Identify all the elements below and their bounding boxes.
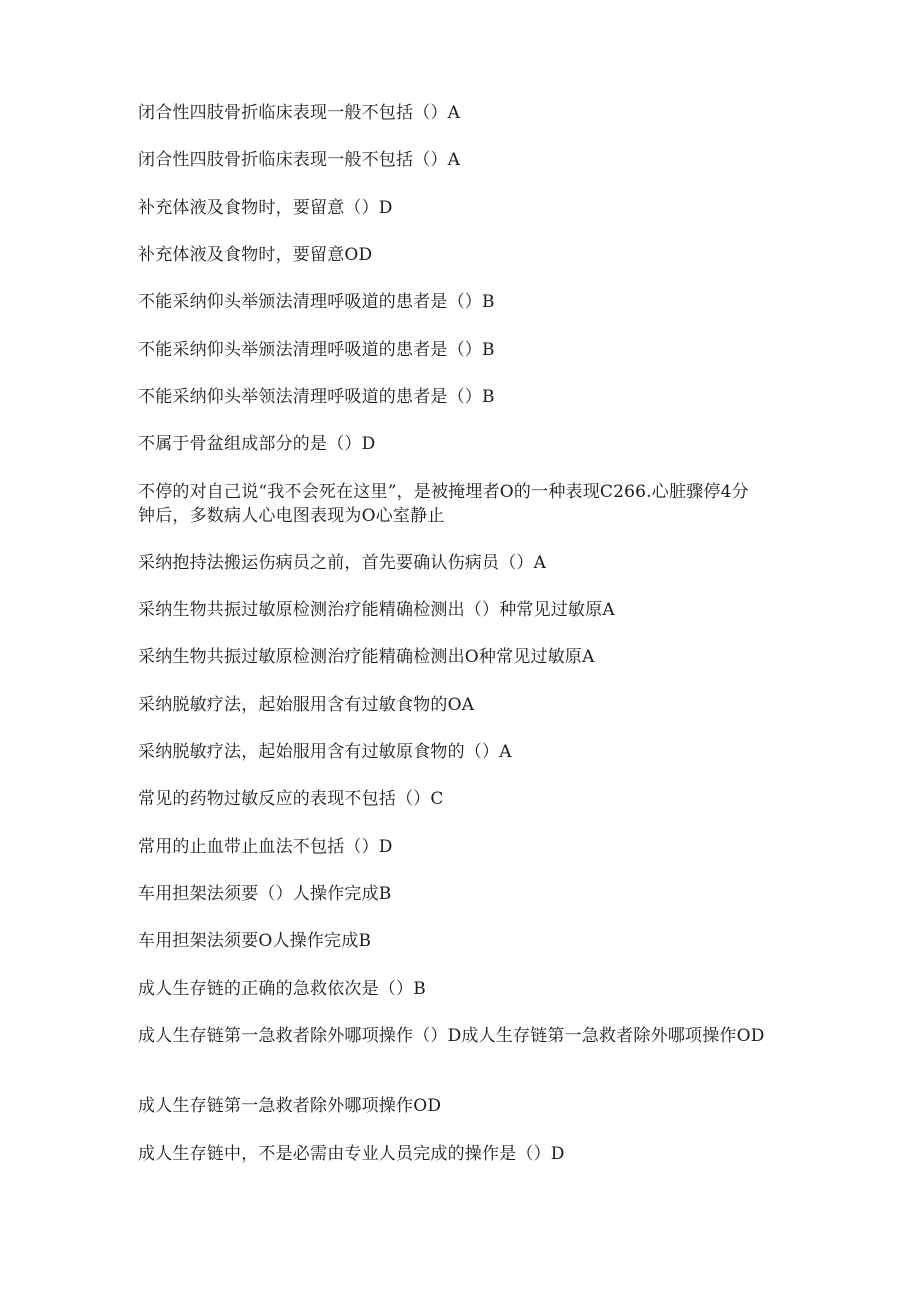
question-line: 补充体液及食物时，要留意OD	[138, 245, 373, 265]
question-line: 采纳脱敏疗法，起始服用含有过敏原食物的（）A	[138, 742, 512, 762]
question-line: 采纳脱敏疗法，起始服用含有过敏食物的OA	[138, 695, 475, 715]
question-line: 不能采纳仰头举颁法清理呼吸道的患者是（）B	[138, 292, 495, 312]
question-line: 采纳生物共振过敏原检测治疗能精确检测出O种常见过敏原A	[138, 647, 595, 667]
question-line: 补充体液及食物时，要留意（）D	[138, 198, 393, 218]
question-line: 不能采纳仰头举颁法清理呼吸道的患者是（）B	[138, 340, 495, 360]
question-line: 闭合性四肢骨折临床表现一般不包括（）A	[138, 150, 461, 170]
question-line: 不停的对自己说“我不会死在这里”，是被掩埋者O的一种表现C266.心脏骤停4分钟后，多数病人心电图表现为O心室静止	[138, 482, 749, 526]
question-line: 成人生存链第一急救者除外哪项操作OD	[138, 1096, 442, 1116]
question-line: 成人生存链中，不是必需由专业人员完成的操作是（）D	[138, 1144, 565, 1164]
question-line: 成人生存链的正确的急救依次是（）B	[138, 979, 426, 999]
question-line: 成人生存链第一急救者除外哪项操作（）D成人生存链第一急救者除外哪项操作OD	[138, 1026, 765, 1046]
question-line: 常见的药物过敏反应的表现不包括（）C	[138, 789, 444, 809]
question-line: 不属于骨盆组成部分的是（）D	[138, 434, 376, 454]
question-line: 采纳抱持法搬运伤病员之前，首先要确认伤病员（）A	[138, 553, 547, 573]
question-line: 闭合性四肢骨折临床表现一般不包括（）A	[138, 103, 461, 123]
question-line: 常用的止血带止血法不包括（）D	[138, 837, 393, 857]
question-line: 不能采纳仰头举领法清理呼吸道的患者是（）B	[138, 387, 495, 407]
question-line: 采纳生物共振过敏原检测治疗能精确检测出（）种常见过敏原A	[138, 600, 615, 620]
question-line: 车用担架法须要（）人操作完成B	[138, 884, 392, 904]
question-line: 车用担架法须要O人操作完成B	[138, 931, 372, 951]
